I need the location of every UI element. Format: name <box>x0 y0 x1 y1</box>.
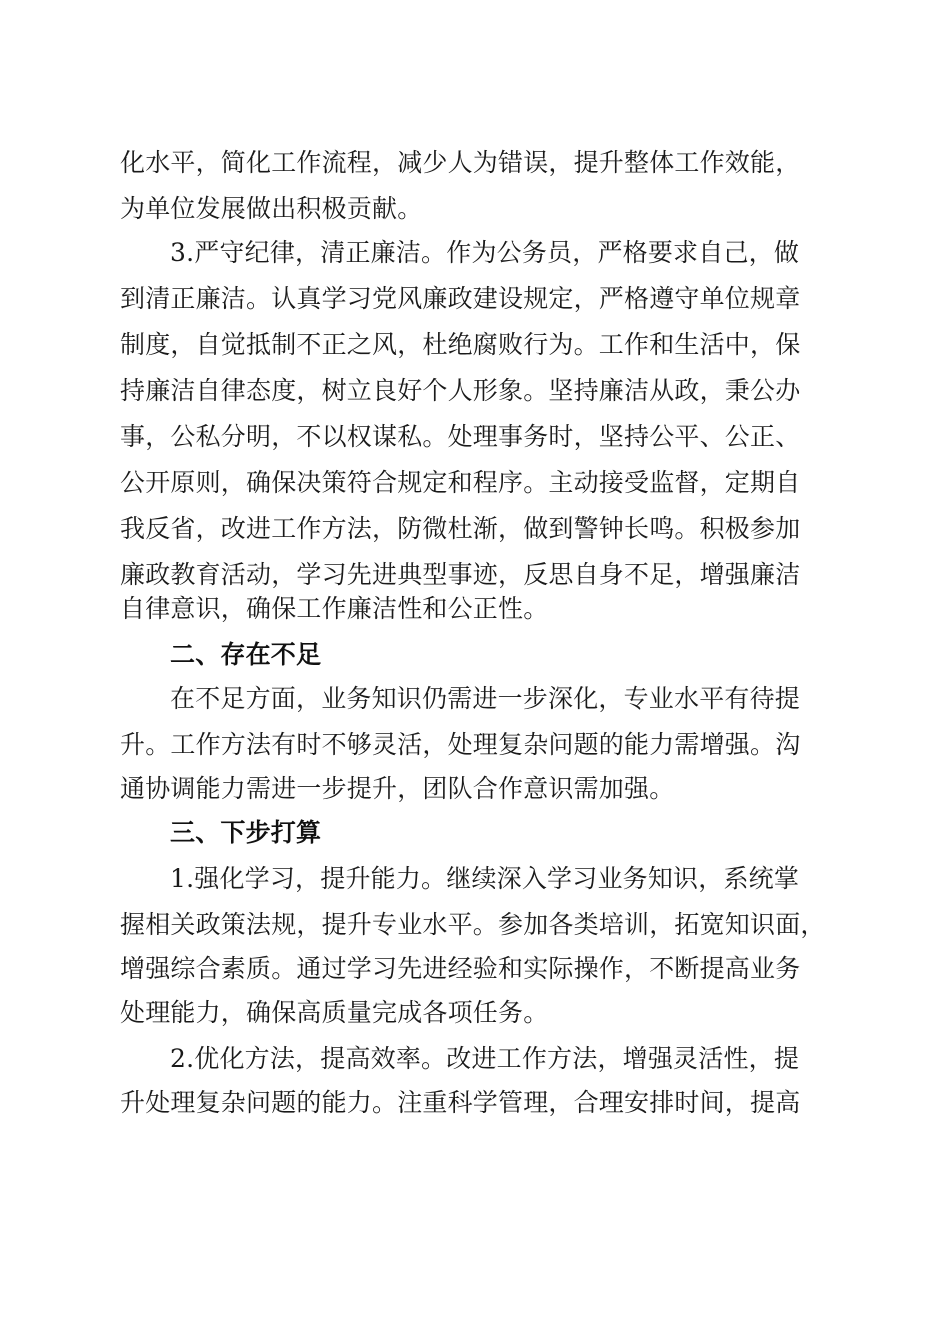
body-text-line: 升处理复杂问题的能力。注重科学管理，合理安排时间，提高 <box>120 1088 801 1117</box>
list-item-3-line: 3.严守纪律，清正廉洁。作为公务员，严格要求自己，做 <box>170 238 800 267</box>
body-text-line: 公开原则，确保决策符合规定和程序。主动接受监督，定期自 <box>120 468 801 497</box>
body-text-line: 升。工作方法有时不够灵活，处理复杂问题的能力需增强。沟 <box>120 730 801 759</box>
body-text-line: 我反省，改进工作方法，防微杜渐，做到警钟长鸣。积极参加 <box>120 514 801 543</box>
body-text-line: 化水平，简化工作流程，减少人为错误，提升整体工作效能， <box>120 148 801 177</box>
list-item-2-line: 2.优化方法，提高效率。改进工作方法，增强灵活性，提 <box>170 1044 800 1073</box>
body-text-line: 制度，自觉抵制不正之风，杜绝腐败行为。工作和生活中，保 <box>120 330 801 359</box>
list-item-1-line: 1.强化学习，提升能力。继续深入学习业务知识，系统掌 <box>170 864 800 893</box>
body-text-line: 握相关政策法规，提升专业水平。参加各类培训，拓宽知识面， <box>120 910 826 939</box>
body-text-line: 增强综合素质。通过学习先进经验和实际操作，不断提高业务 <box>120 954 801 983</box>
body-text-line: 持廉洁自律态度，树立良好个人形象。坚持廉洁从政，秉公办 <box>120 376 801 405</box>
body-text-line: 到清正廉洁。认真学习党风廉政建设规定，严格遵守单位规章 <box>120 284 801 313</box>
body-text-line: 自律意识，确保工作廉洁性和公正性。 <box>120 594 549 623</box>
section-heading-shortcomings: 二、存在不足 <box>170 640 322 669</box>
body-text-line: 为单位发展做出积极贡献。 <box>120 194 423 223</box>
body-text-line: 通协调能力需进一步提升，团队合作意识需加强。 <box>120 774 675 803</box>
body-text-line: 事，公私分明，不以权谋私。处理事务时，坚持公平、公正、 <box>120 422 801 451</box>
body-text-line: 在不足方面，业务知识仍需进一步深化，专业水平有待提 <box>170 684 801 713</box>
body-text-line: 处理能力，确保高质量完成各项任务。 <box>120 998 549 1027</box>
section-heading-next-steps: 三、下步打算 <box>170 818 322 847</box>
body-text-line: 廉政教育活动，学习先进典型事迹，反思自身不足，增强廉洁 <box>120 560 801 589</box>
